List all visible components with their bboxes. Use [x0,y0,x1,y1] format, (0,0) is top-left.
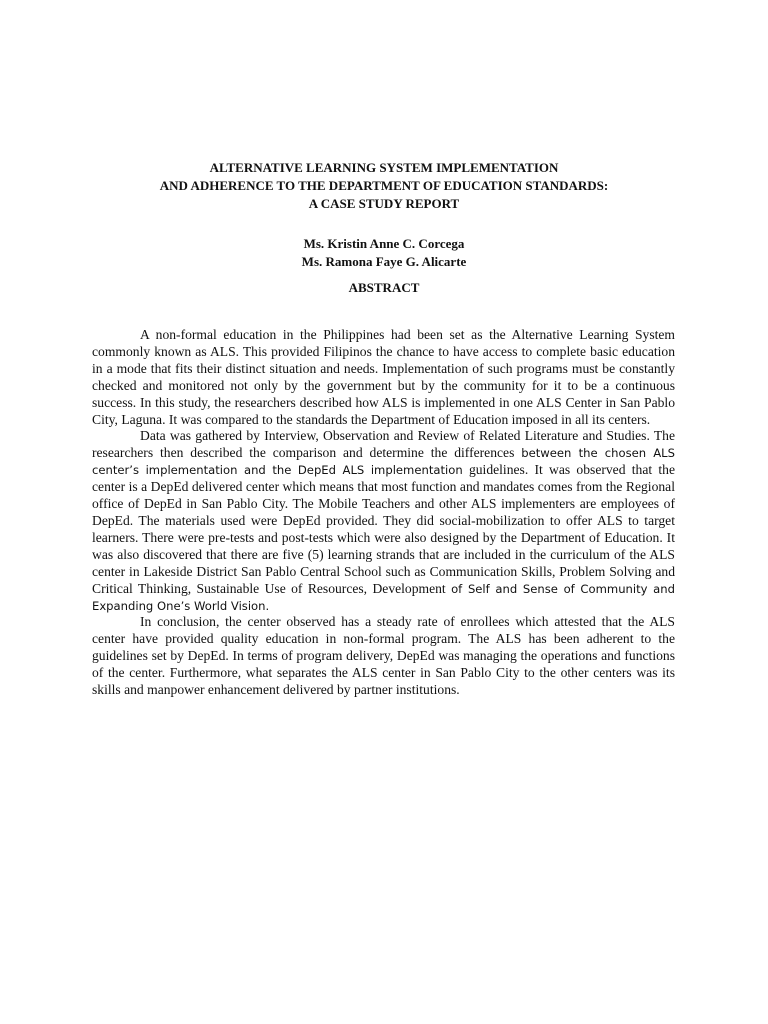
abstract-paragraph-3: In conclusion, the center observed has a steady rate of enrollees which attested that the ALS center have provided quality education in non-formal program. The ALS has been adherent to the guidelines set by DepEd. In terms of program delivery, DepEd was managing the operations and functions of the center. Furthermore, what separates the ALS center in San Pablo City to the other centers was its skills and manpower enhancement delivered by partner institutions. [92,614,675,698]
paragraph-2-part-a: Data was gathered by Interview, Observation and Review of Related Literature and Studies. The researchers then described the comparison and determine the differences [92,428,675,461]
title-line-3: A CASE STUDY REPORT [308,196,460,211]
title-line-2: AND ADHERENCE TO THE DEPARTMENT OF EDUCATION STANDARDS: [159,178,609,193]
title-line-1: ALTERNATIVE LEARNING SYSTEM IMPLEMENTATION [209,160,559,175]
author-list [92,235,676,271]
author-1: Ms. Kristin Anne C. Corcega [303,236,465,251]
abstract-paragraph-1: A non-formal education in the Philippines had been set as the Alternative Learning System commonly known as ALS. This provided Filipinos the chance to have access to complete basic education in a mode that fits their distinct situation and needs. Implementation of such programs must be constantly checked and monitored not only by the government but by the community for it to be a continuous success. In this study, the researchers described how ALS is implemented in one ALS Center in San Pablo City, Laguna. It was compared to the standards the Department of Education imposed in all its centers. [92,327,675,427]
paragraph-2-part-c: guidelines. It was observed that the center is a DepEd delivered center which means that most function and mandates comes from the Regional office of DepEd in San Pablo City. The Mobile Teachers and other ALS implementers are employees of DepEd. The materials used were DepEd provided. They did social-mobilization to offer ALS to target learners. There were pre-tests and post-tests which were also designed by the Department of Education. It was also discovered that there are five (5) learning strands that are included in the curriculum of the ALS center in Lakeside District San Pablo Central School such as Communication Skills, Problem Solving and Critical Thinking, Sustainable Use of Resources, Development [92,462,675,596]
paragraph-2-part-b: between the chosen ALS center’s implementation and the DepEd ALS implementation [92,446,676,478]
paragraph-2-part-d: of Self and Sense of Community and Expanding One’s World Vision. [92,581,675,613]
abstract-heading: ABSTRACT [348,280,420,295]
author-2: Ms. Ramona Faye G. Alicarte [301,254,467,269]
abstract-body [92,327,675,699]
paper-title [92,159,676,213]
abstract-paragraph-2 [92,428,675,614]
